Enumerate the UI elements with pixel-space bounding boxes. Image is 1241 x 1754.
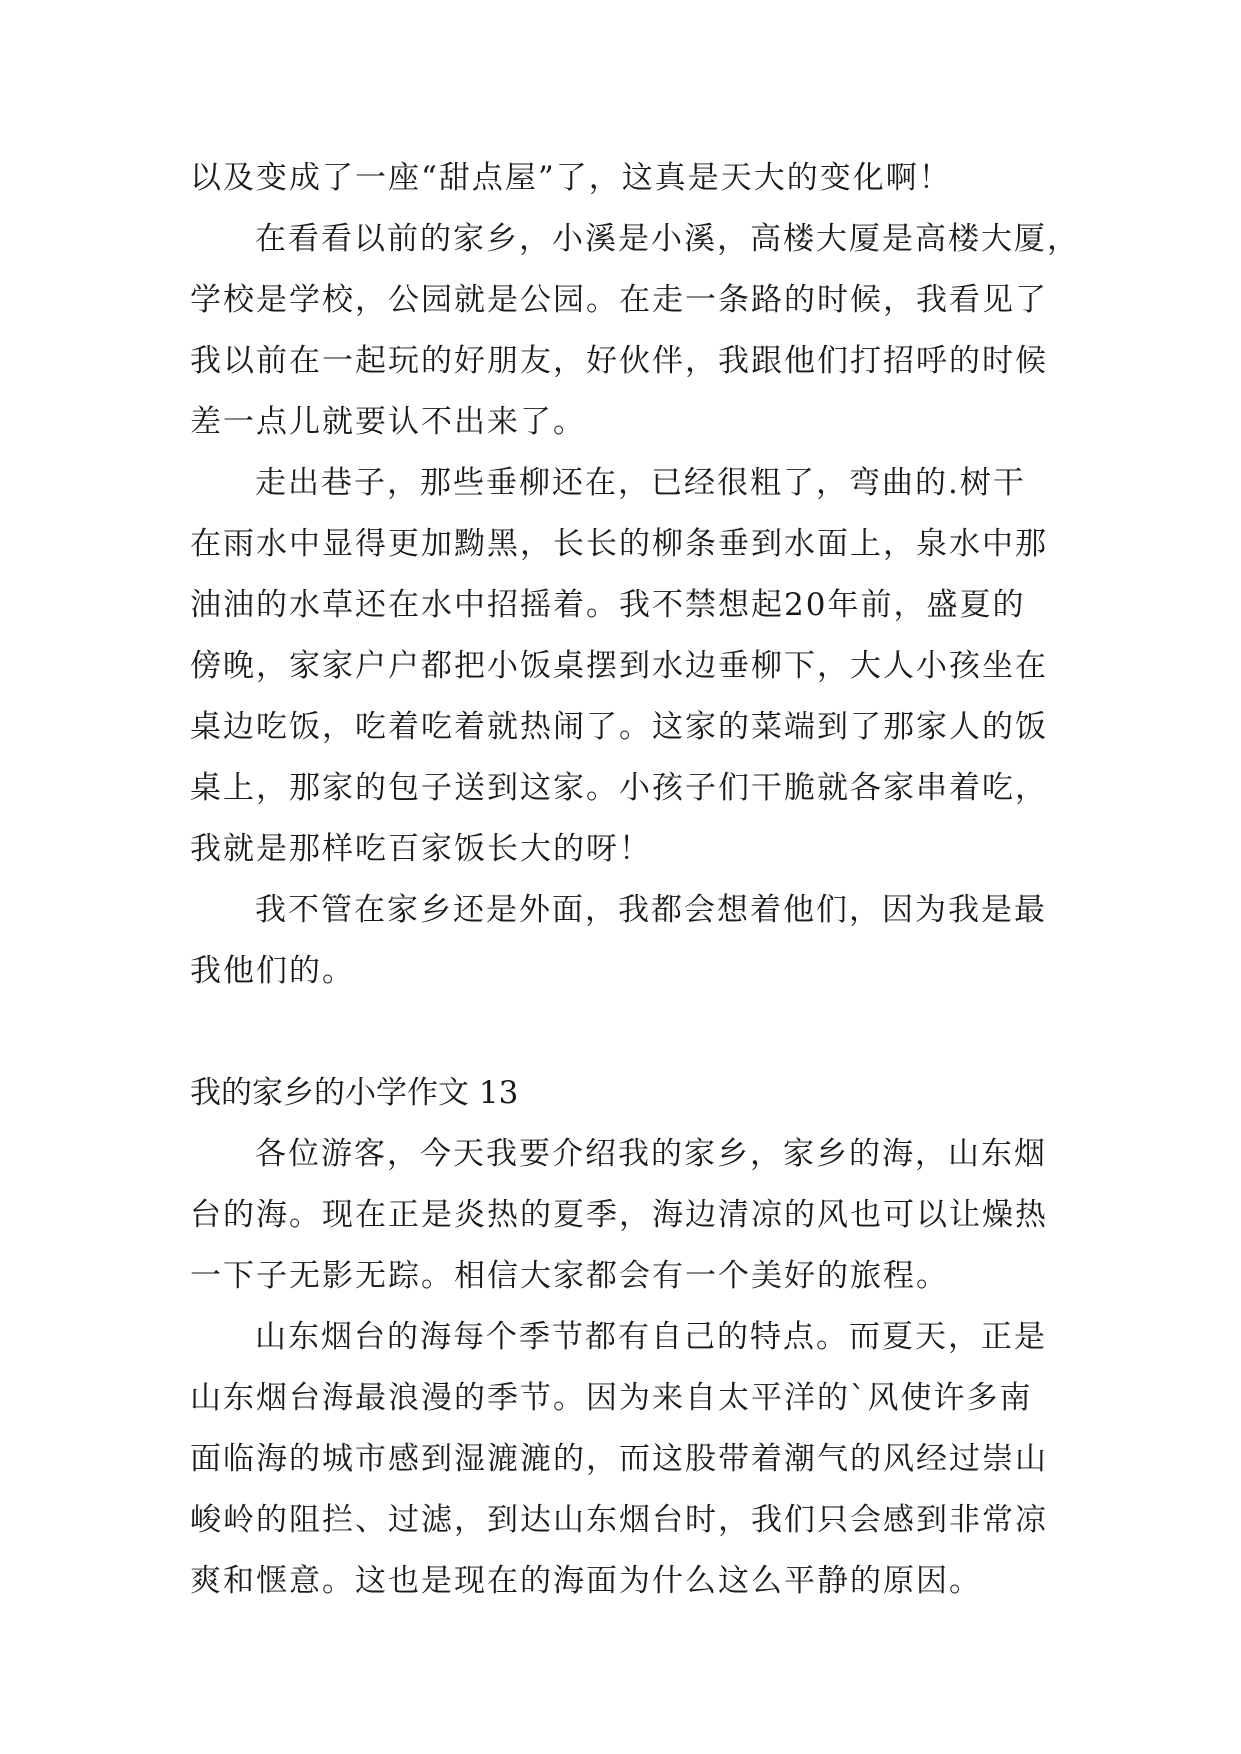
text-line: 峻岭的阻拦、过滤，到达山东烟台时，我们只会感到非常凉 — [190, 1502, 1048, 1538]
paragraph-5 — [190, 1124, 1060, 1307]
paragraph-2 — [190, 209, 1080, 453]
text-line: 走出巷子，那些垂柳还在，已经很粗了，弯曲的.树干 — [255, 465, 1026, 501]
text-line: 山东烟台海最浪漫的季节。因为来自太平洋的`风使许多南 — [190, 1380, 1033, 1416]
text-line: 面临海的城市感到湿漉漉的，而这股带着潮气的风经过崇山 — [190, 1441, 1048, 1477]
text-line: 各位游客，今天我要介绍我的家乡，家乡的海，山东烟 — [255, 1136, 1047, 1172]
text-line: 我不管在家乡还是外面，我都会想着他们，因为我是最 — [255, 892, 1047, 928]
text-line: 桌上，那家的包子送到这家。小孩子们干脆就各家串着吃， — [190, 770, 1048, 806]
text-line: 爽和惬意。这也是现在的海面为什么这么平静的原因。 — [190, 1563, 982, 1599]
paragraph-1 — [190, 148, 1060, 209]
text-line: 台的海。现在正是炎热的夏季，海边清凉的风也可以让燥热 — [190, 1197, 1048, 1233]
text-line: 在看看以前的家乡，小溪是小溪，高楼大厦是高楼大厦， — [255, 221, 1080, 257]
text-line: 山东烟台的海每个季节都有自己的特点。而夏天，正是 — [255, 1319, 1047, 1355]
blank-line — [190, 1002, 1060, 1063]
text-line: 以及变成了一座“甜点屋”了，这真是天大的变化啊！ — [190, 160, 952, 196]
text-line: 在雨水中显得更加黝黑，长长的柳条垂到水面上，泉水中那 — [190, 526, 1048, 562]
text-line: 我以前在一起玩的好朋友，好伙伴，我跟他们打招呼的时候 — [190, 343, 1048, 379]
text-line: 傍晚，家家户户都把小饭桌摆到水边垂柳下，大人小孩坐在 — [190, 648, 1048, 684]
text-line: 差一点儿就要认不出来了。 — [190, 404, 586, 440]
text-line: 我就是那样吃百家饭长大的呀！ — [190, 831, 652, 867]
document-body — [190, 148, 1080, 1612]
paragraph-4 — [190, 880, 1060, 1002]
text-line: 油油的水草还在水中招摇着。我不禁想起20年前，盛夏的 — [190, 587, 1026, 623]
paragraph-3 — [190, 453, 1060, 880]
text-line: 桌边吃饭，吃着吃着就热闹了。这家的菜端到了那家人的饭 — [190, 709, 1048, 745]
text-line: 学校是学校，公园就是公园。在走一条路的时候，我看见了 — [190, 282, 1048, 318]
paragraph-6 — [190, 1307, 1060, 1612]
text-line: 我他们的。 — [190, 953, 355, 989]
section-title: 我的家乡的小学作文 13 — [190, 1075, 519, 1111]
text-line: 一下子无影无踪。相信大家都会有一个美好的旅程。 — [190, 1258, 949, 1294]
